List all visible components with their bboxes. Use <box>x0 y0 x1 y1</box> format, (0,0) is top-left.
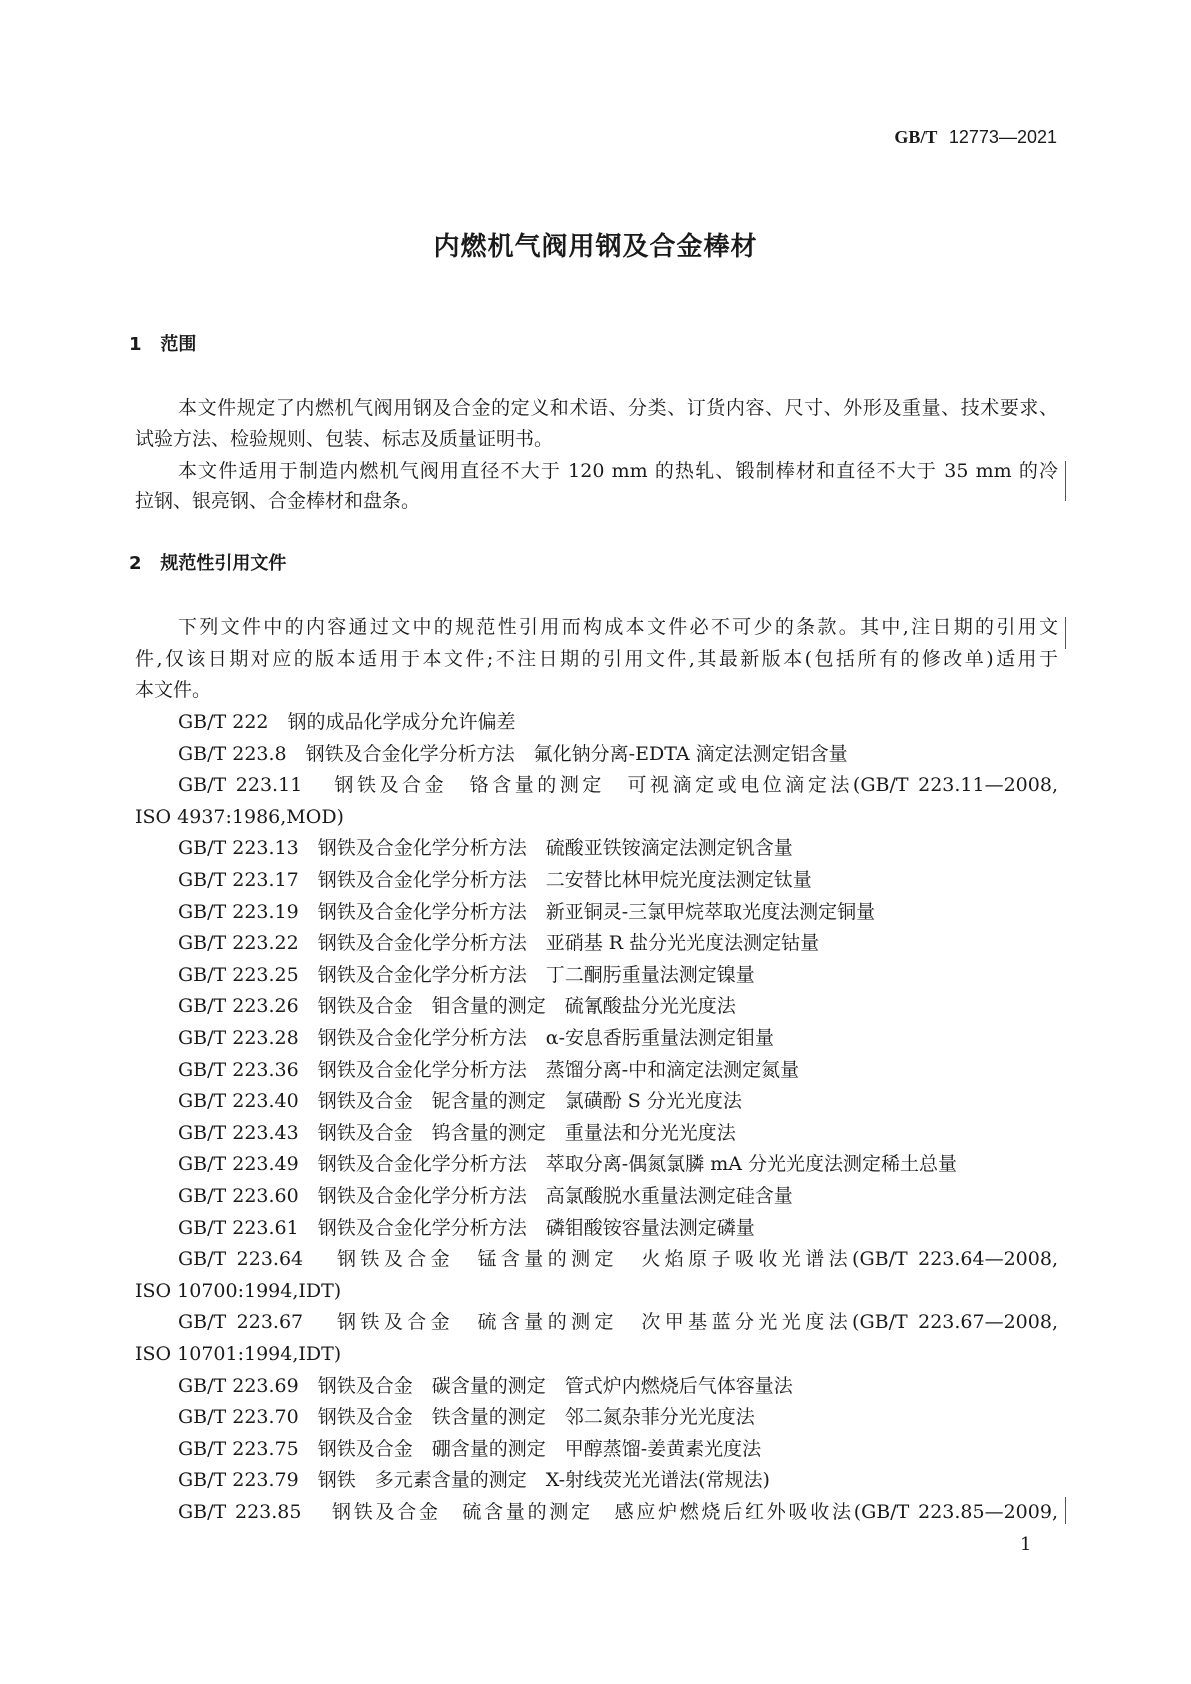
reference-title: 钢铁 多元素含量的测定 X-射线荧光光谱法(常规法) <box>317 1469 770 1492</box>
reference-code: GB/T 223.70 <box>178 1406 299 1429</box>
reference-entry <box>135 1149 1058 1181</box>
reference-code: GB/T 223.25 <box>178 963 299 986</box>
section-number: 1 <box>129 334 142 355</box>
reference-title: 钢铁及合金 硫含量的测定 次甲基蓝分光光度法(GB/T 223.67—2008, <box>337 1311 1058 1334</box>
reference-code: GB/T 223.69 <box>178 1374 299 1397</box>
reference-title: 钢铁及合金 钨含量的测定 重量法和分光光度法 <box>317 1121 736 1144</box>
section-title: 规范性引用文件 <box>160 553 287 574</box>
reference-code: GB/T 223.13 <box>178 837 299 860</box>
reference-code: GB/T 223.40 <box>178 1090 299 1113</box>
standard-code-prefix: GB/T <box>894 127 938 147</box>
reference-entry <box>135 1371 1058 1403</box>
change-bar <box>1065 617 1066 649</box>
paragraph-line: 拉钢、银亮钢、合金棒材和盘条。 <box>135 490 421 513</box>
reference-entry <box>135 770 1058 802</box>
reference-entry <box>135 1055 1058 1087</box>
section-2-heading <box>129 549 286 579</box>
reference-entry <box>135 1213 1058 1245</box>
paragraph-line: 本文件规定了内燃机气阀用钢及合金的定义和术语、分类、订货内容、尺寸、外形及重量、技术要求、 <box>178 397 1058 420</box>
paragraph-line: 件,仅该日期对应的版本适用于本文件;不注日期的引用文件,其最新版本(包括所有的修改单)适用于 <box>135 647 1058 670</box>
paragraph-line: 本文件适用于制造内燃机气阀用直径不大于 120 mm 的热轧、锻制棒材和直径不大于 35 mm 的冷 <box>178 460 1058 483</box>
reference-title: 钢铁及合金 硫含量的测定 感应炉燃烧后红外吸收法(GB/T 223.85—2009, <box>332 1501 1058 1523</box>
reference-code: GB/T 223.8 <box>178 742 287 765</box>
reference-code: GB/T 223.75 <box>178 1437 299 1460</box>
paragraph-line: 下列文件中的内容通过文中的规范性引用而构成本文件必不可少的条款。其中,注日期的引用文 <box>178 616 1058 639</box>
reference-entry <box>135 707 1058 739</box>
reference-entry <box>135 739 1058 771</box>
reference-entry <box>135 1465 1058 1497</box>
reference-entry <box>135 1307 1058 1339</box>
reference-code: GB/T 222 <box>178 711 269 733</box>
reference-entry <box>135 1086 1058 1118</box>
reference-code: GB/T 223.28 <box>178 1027 299 1049</box>
standard-code-number: 12773—2021 <box>948 127 1057 147</box>
reference-title: 钢铁及合金化学分析方法 高氯酸脱水重量法测定硅含量 <box>317 1185 793 1207</box>
reference-title: 钢铁及合金 铁含量的测定 邻二氮杂菲分光光度法 <box>317 1406 755 1429</box>
reference-title: 钢的成品化学成分允许偏差 <box>287 711 516 733</box>
reference-entry <box>135 1434 1058 1466</box>
reference-code: GB/T 223.79 <box>178 1469 299 1492</box>
reference-entry <box>135 1497 1058 1529</box>
reference-title: 钢铁及合金化学分析方法 α-安息香肟重量法测定钼量 <box>317 1027 775 1049</box>
reference-code: GB/T 223.64 <box>178 1248 304 1271</box>
reference-title: 钢铁及合金化学分析方法 丁二酮肟重量法测定镍量 <box>317 963 755 986</box>
reference-code: GB/T 223.26 <box>178 995 299 1018</box>
reference-title: 钢铁及合金 碳含量的测定 管式炉内燃烧后气体容量法 <box>317 1374 793 1397</box>
reference-continuation: ISO 4937:1986,MOD) <box>135 805 344 828</box>
reference-title: 钢铁及合金化学分析方法 萃取分离-偶氮氯膦 mA 分光光度法测定稀土总量 <box>317 1153 958 1176</box>
reference-entry <box>135 991 1058 1023</box>
reference-title: 钢铁及合金化学分析方法 氟化钠分离-EDTA 滴定法测定铝含量 <box>305 742 848 765</box>
reference-entry <box>135 1244 1058 1276</box>
document-title: 内燃机气阀用钢及合金棒材 <box>433 232 758 262</box>
reference-code: GB/T 223.85 <box>178 1501 302 1523</box>
reference-code: GB/T 223.17 <box>178 869 299 891</box>
standard-code <box>894 122 1057 153</box>
reference-title: 钢铁及合金化学分析方法 亚硝基 R 盐分光光度法测定钴量 <box>317 932 820 955</box>
reference-entry <box>135 960 1058 992</box>
reference-title: 钢铁及合金 铬含量的测定 可视滴定或电位滴定法(GB/T 223.11—2008, <box>334 774 1058 797</box>
reference-title: 钢铁及合金 钼含量的测定 硫氰酸盐分光光度法 <box>317 995 736 1018</box>
change-bar <box>1065 461 1066 501</box>
reference-title: 钢铁及合金化学分析方法 蒸馏分离-中和滴定法测定氮量 <box>317 1058 800 1081</box>
section-1-heading <box>129 330 196 360</box>
reference-code: GB/T 223.22 <box>178 932 299 955</box>
reference-code: GB/T 223.36 <box>178 1058 299 1081</box>
paragraph-line: 试验方法、检验规则、包装、标志及质量证明书。 <box>135 428 554 451</box>
page-number: 1 <box>1020 1534 1032 1555</box>
reference-continuation: ISO 10701:1994,IDT) <box>135 1343 342 1365</box>
paragraph-line: 本文件。 <box>135 679 212 702</box>
reference-title: 钢铁及合金化学分析方法 新亚铜灵-三氯甲烷萃取光度法测定铜量 <box>317 900 876 923</box>
reference-entry <box>135 833 1058 865</box>
reference-title: 钢铁及合金化学分析方法 二安替比林甲烷光度法测定钛量 <box>317 869 812 891</box>
reference-title: 钢铁及合金化学分析方法 磷钼酸铵容量法测定磷量 <box>317 1216 755 1239</box>
reference-code: GB/T 223.67 <box>178 1311 304 1334</box>
change-bar <box>1065 1497 1066 1524</box>
reference-entry <box>135 1023 1058 1055</box>
reference-entry <box>135 897 1058 929</box>
section-title: 范围 <box>160 334 197 355</box>
reference-title: 钢铁及合金 硼含量的测定 甲醇蒸馏-姜黄素光度法 <box>317 1437 762 1460</box>
reference-continuation: ISO 10700:1994,IDT) <box>135 1279 342 1302</box>
reference-title: 钢铁及合金化学分析方法 硫酸亚铁铵滴定法测定钒含量 <box>317 837 793 860</box>
reference-title: 钢铁及合金 铌含量的测定 氯磺酚 S 分光光度法 <box>317 1090 742 1113</box>
reference-code: GB/T 223.19 <box>178 900 299 923</box>
reference-code: GB/T 223.61 <box>178 1216 299 1239</box>
reference-entry <box>135 1181 1058 1213</box>
reference-code: GB/T 223.60 <box>178 1185 299 1207</box>
reference-entry <box>135 1118 1058 1150</box>
section-number: 2 <box>129 553 142 574</box>
reference-title: 钢铁及合金 锰含量的测定 火焰原子吸收光谱法(GB/T 223.64—2008, <box>337 1248 1058 1271</box>
reference-entry <box>135 865 1058 897</box>
reference-code: GB/T 223.49 <box>178 1153 299 1176</box>
reference-code: GB/T 223.43 <box>178 1121 299 1144</box>
reference-entry <box>135 928 1058 960</box>
reference-entry <box>135 1402 1058 1434</box>
reference-code: GB/T 223.11 <box>178 774 303 797</box>
